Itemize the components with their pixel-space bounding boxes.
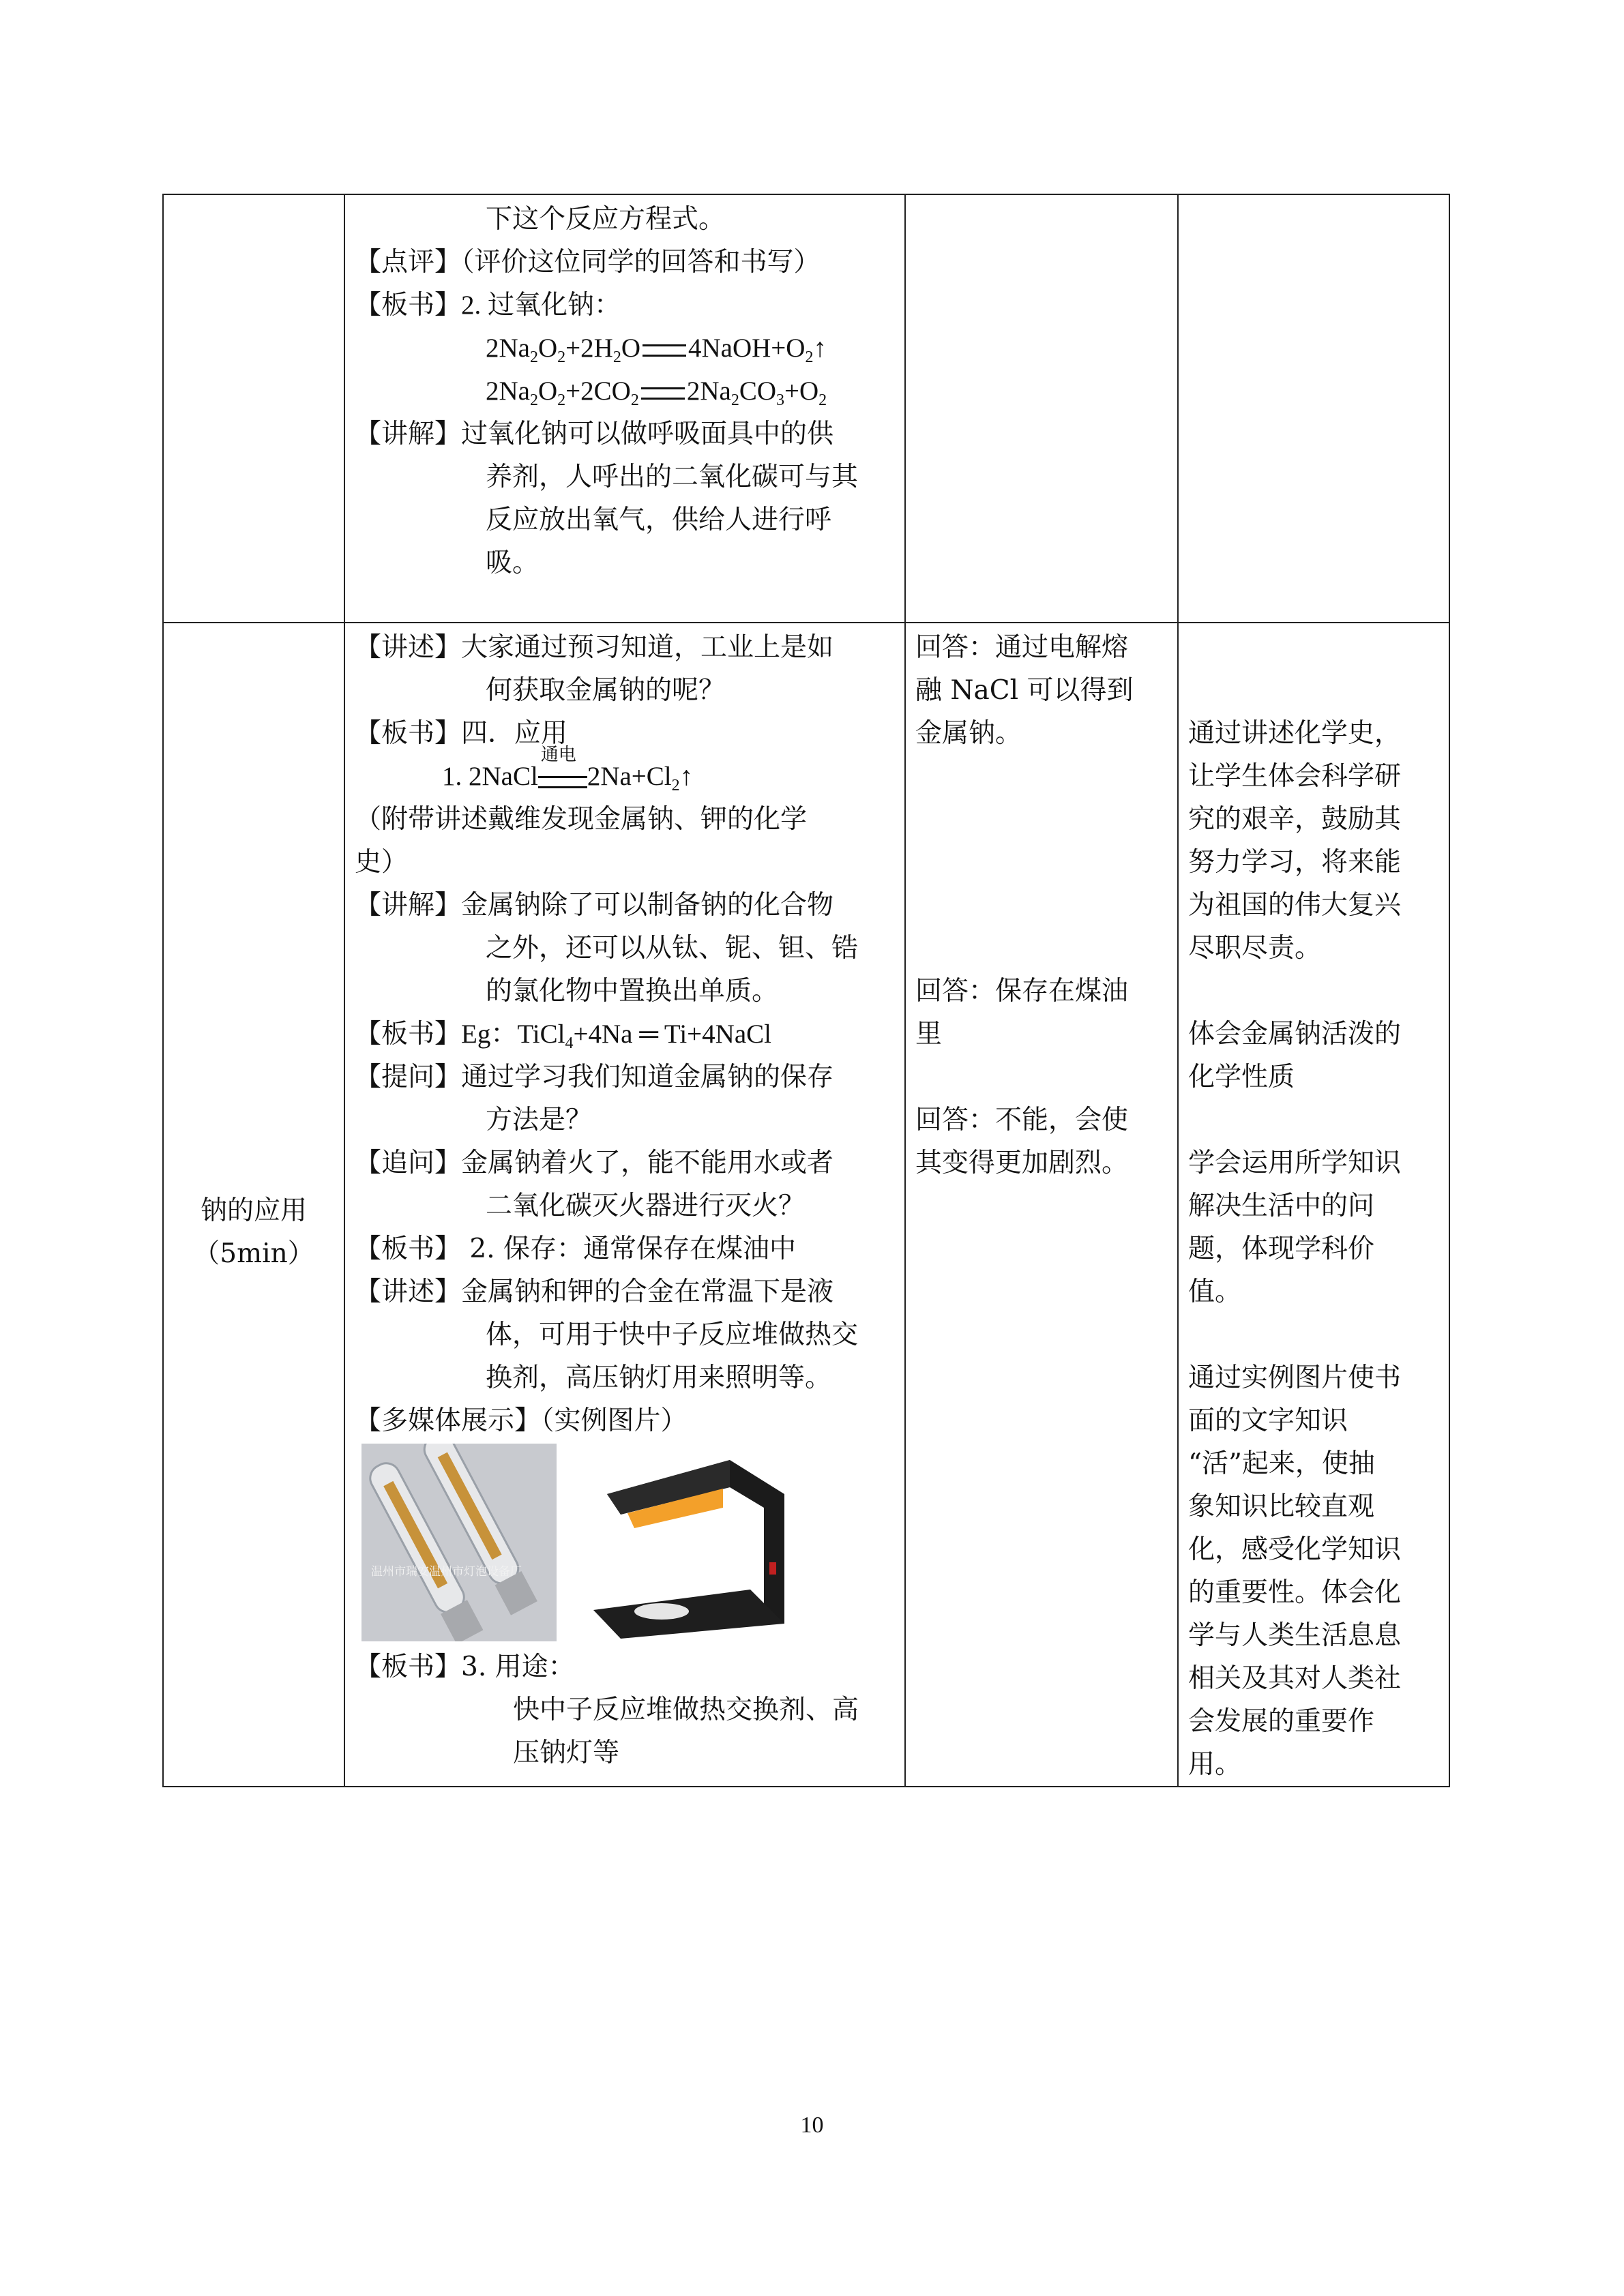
text-line: 养剂，人呼出的二氧化碳可与其 <box>486 462 859 492</box>
stage-label <box>164 1189 344 1275</box>
text-line: 回答：通过电解熔 <box>915 632 1129 663</box>
text-line: 快中子反应堆做热交换剂、高 <box>513 1695 859 1725</box>
text-line: 换剂，高压钠灯用来照明等。 <box>486 1362 832 1393</box>
equation-2: $2Na_2O_2+2CO_2$ $2Na_2CO_3+O_2$ <box>486 376 827 409</box>
text-line: 学会运用所学知识 <box>1188 1148 1402 1178</box>
text-line: 回答：保存在煤油 <box>915 976 1129 1007</box>
text-line: 让学生体会科学研 <box>1188 761 1402 792</box>
text-line: 反应放出氧气，供给人进行呼 <box>486 505 832 535</box>
text-line: 值。 <box>1188 1277 1242 1307</box>
board-line <box>355 284 895 327</box>
text-line: 为祖国的伟大复兴 <box>1188 890 1402 921</box>
text-line: 尽职尽责。 <box>1188 933 1322 964</box>
text-line: 【提问】通过学习我们知道金属钠的保存 <box>355 1062 834 1092</box>
board-label: 【板书】 <box>355 290 462 320</box>
text-line: 【板书】 2. 保存：通常保存在煤油中 <box>355 1234 797 1264</box>
text-line: “活”起来，使抽 <box>1188 1448 1375 1479</box>
text-line: 通过讲述化学史， <box>1188 718 1402 749</box>
stage-cell <box>163 623 344 1787</box>
text-line: 学与人类生活息息 <box>1188 1620 1402 1651</box>
text-line: 【讲解】过氧化钠可以做呼吸面具中的供 <box>355 419 834 449</box>
text-line: 【追问】金属钠着火了，能不能用水或者 <box>355 1148 834 1178</box>
text-line: 象知识比较直观 <box>1188 1491 1375 1522</box>
sodium-lamp-photo <box>361 1444 557 1641</box>
teacher-activity-cell <box>344 623 905 1787</box>
text-line: 其变得更加剧烈。 <box>915 1148 1129 1178</box>
text-line: 的氯化物中置换出单质。 <box>486 976 779 1007</box>
stage-time: （5min） <box>193 1238 314 1269</box>
text-line: 下这个反应方程式。 <box>486 204 726 235</box>
sodium-lamp-illustration <box>361 1444 557 1641</box>
design-intent-cell <box>1178 194 1449 623</box>
text-line: 【讲述】金属钠和钾的合金在常温下是液 <box>355 1277 834 1307</box>
text-line: 【多媒体展示】（实例图片） <box>355 1405 688 1436</box>
text-line: 吸。 <box>486 548 540 578</box>
text-line: 用。 <box>1188 1749 1242 1780</box>
text-line: 【点评】（评价这位同学的回答和书写） <box>355 247 821 278</box>
text-line: 里 <box>915 1019 943 1049</box>
text-line: 【板书】3. 用途： <box>355 1652 575 1682</box>
text-line: 化学性质 <box>1188 1062 1295 1092</box>
teacher-activity-cell <box>344 194 905 623</box>
text-line: 题，体现学科价 <box>1188 1234 1375 1264</box>
text-line: 解决生活中的问 <box>1188 1191 1375 1221</box>
design-intent-cell <box>1178 623 1449 1787</box>
text-line: 史） <box>355 847 409 878</box>
text-line: 二氧化碳灭火器进行灭火？ <box>486 1191 806 1221</box>
text-line: 通过实例图片使书 <box>1188 1362 1402 1393</box>
text-line: 体会金属钠活泼的 <box>1188 1019 1402 1049</box>
text-line: 体，可用于快中子反应堆做热交 <box>486 1320 859 1350</box>
table-row <box>163 194 1449 623</box>
text-line: 方法是？ <box>486 1105 593 1135</box>
text-line: 压钠灯等 <box>513 1738 620 1768</box>
image-watermark: 温州市瑞安温州市灯泡设备厂 <box>371 1565 522 1579</box>
student-activity-cell <box>905 623 1178 1787</box>
text-line: 相关及其对人类社 <box>1188 1663 1402 1694</box>
text-line: 【板书】四．应用 <box>355 718 568 749</box>
text-line: 化，感受化学知识 <box>1188 1534 1402 1565</box>
lamp-device-illustration <box>580 1453 812 1640</box>
board-text: 2. 过氧化钠： <box>461 290 621 320</box>
page-number: 10 <box>800 2113 824 2138</box>
table-row <box>163 623 1449 1787</box>
stage-name: 钠的应用 <box>200 1195 307 1226</box>
text-line: （附带讲述戴维发现金属钠、钾的化学 <box>355 804 808 835</box>
text-line: 会发展的重要作 <box>1188 1706 1375 1737</box>
text-line: 之外，还可以从钛、铌、钽、锆 <box>486 933 859 964</box>
text-line: 融 NaCl 可以得到 <box>915 675 1134 706</box>
text-line: 究的艰辛，鼓励其 <box>1188 804 1402 835</box>
equals-sign <box>643 344 686 357</box>
text-line: 【讲解】金属钠除了可以制备钠的化合物 <box>355 890 834 921</box>
text-line: 努力学习，将来能 <box>1188 847 1402 878</box>
example-images <box>355 1444 895 1641</box>
equation-3: 1. 2NaCl 通电 $2Na+Cl_2↑$ <box>442 745 694 794</box>
text-line: 面的文字知识 <box>1188 1405 1348 1436</box>
text-line: 何获取金属钠的呢？ <box>486 675 726 706</box>
text-line: 金属钠。 <box>915 718 1022 749</box>
lesson-plan-table <box>162 194 1450 1787</box>
equals-sign <box>641 387 685 400</box>
sodium-lamp-device-photo <box>580 1453 812 1640</box>
text-line: 【讲述】大家通过预习知道，工业上是如 <box>355 632 834 663</box>
text-line: 的重要性。体会化 <box>1188 1577 1402 1608</box>
equation-1: $2Na_2O_2+2H_2O$ $4NaOH+O_2↑$ <box>486 333 827 366</box>
text-line: 回答：不能，会使 <box>915 1105 1129 1135</box>
student-activity-cell <box>905 194 1178 623</box>
stage-cell-empty <box>163 194 344 623</box>
equation-4: 【板书】Eg：TiCl$_4$+4Na ═ Ti+4NaCl <box>355 1019 771 1052</box>
condition-equals: 通电 <box>538 765 587 792</box>
